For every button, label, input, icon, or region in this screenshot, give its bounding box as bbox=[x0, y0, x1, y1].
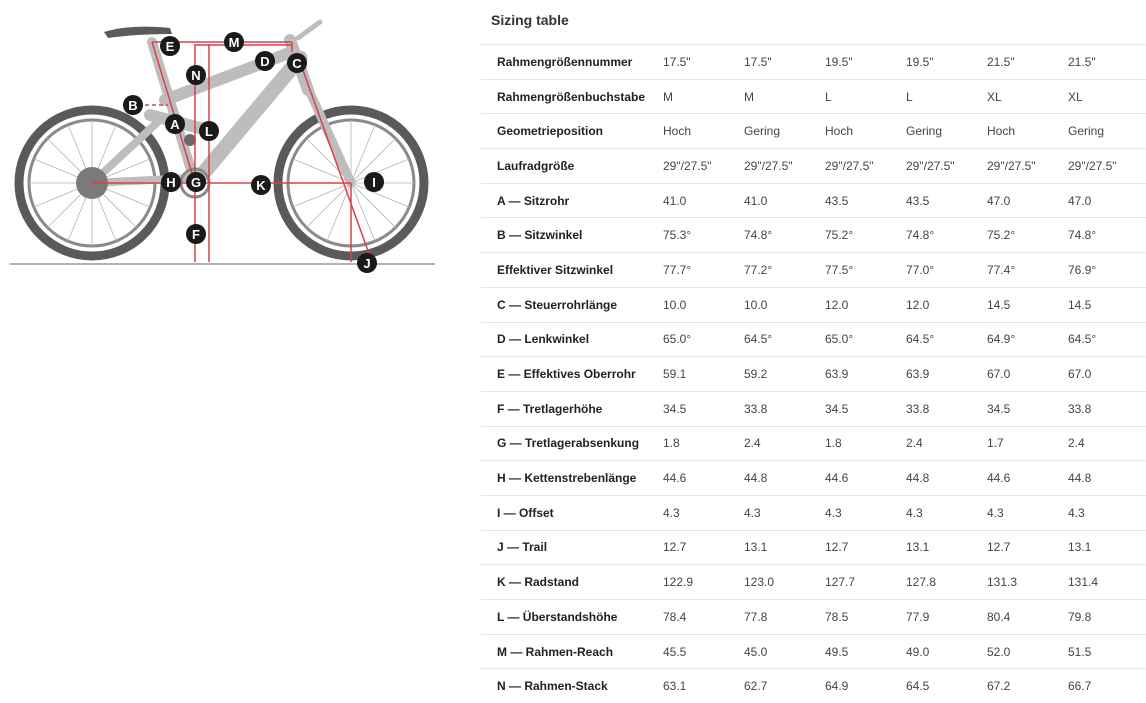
row-label: N — Rahmen-Stack bbox=[481, 669, 663, 703]
table-cell: 59.1 bbox=[663, 357, 744, 392]
table-cell: 78.5 bbox=[825, 600, 906, 635]
label-j bbox=[357, 253, 377, 273]
table-cell: 4.3 bbox=[744, 495, 825, 530]
table-cell: M bbox=[744, 79, 825, 114]
table-cell: 63.1 bbox=[663, 669, 744, 703]
table-cell: 12.0 bbox=[825, 287, 906, 322]
table-cell: 1.8 bbox=[825, 426, 906, 461]
row-label: Laufradgröße bbox=[481, 149, 663, 184]
svg-text:A: A bbox=[170, 117, 180, 132]
table-cell: 1.8 bbox=[663, 426, 744, 461]
table-cell: 34.5 bbox=[987, 391, 1068, 426]
svg-text:F: F bbox=[192, 227, 200, 242]
table-cell: 123.0 bbox=[744, 565, 825, 600]
table-cell: 74.8° bbox=[744, 218, 825, 253]
table-cell: 74.8° bbox=[906, 218, 987, 253]
svg-text:D: D bbox=[260, 54, 269, 69]
sizing-table-body bbox=[481, 45, 1146, 703]
table-cell: 64.5° bbox=[1068, 322, 1146, 357]
table-row bbox=[481, 45, 1146, 80]
table-cell: 41.0 bbox=[663, 183, 744, 218]
table-cell: 2.4 bbox=[1068, 426, 1146, 461]
table-cell: 29"/27.5" bbox=[663, 149, 744, 184]
table-row bbox=[481, 565, 1146, 600]
table-cell: 43.5 bbox=[825, 183, 906, 218]
table-cell: 21.5" bbox=[1068, 45, 1146, 80]
row-label: I — Offset bbox=[481, 495, 663, 530]
table-cell: 33.8 bbox=[1068, 391, 1146, 426]
label-i bbox=[364, 172, 384, 192]
svg-text:E: E bbox=[166, 39, 175, 54]
table-cell: 64.9° bbox=[987, 322, 1068, 357]
table-cell: 43.5 bbox=[906, 183, 987, 218]
table-cell: 44.6 bbox=[825, 461, 906, 496]
table-cell: 64.9 bbox=[825, 669, 906, 703]
row-label: D — Lenkwinkel bbox=[481, 322, 663, 357]
table-cell: 67.0 bbox=[1068, 357, 1146, 392]
row-label: A — Sitzrohr bbox=[481, 183, 663, 218]
table-cell: 65.0° bbox=[663, 322, 744, 357]
table-row bbox=[481, 634, 1146, 669]
table-row bbox=[481, 530, 1146, 565]
svg-text:G: G bbox=[191, 175, 201, 190]
table-row bbox=[481, 218, 1146, 253]
table-cell: 77.4° bbox=[987, 253, 1068, 288]
label-e bbox=[160, 36, 180, 56]
table-cell: 12.7 bbox=[987, 530, 1068, 565]
table-cell: 19.5" bbox=[906, 45, 987, 80]
table-cell: 12.7 bbox=[825, 530, 906, 565]
table-cell: 45.5 bbox=[663, 634, 744, 669]
table-cell: 77.9 bbox=[906, 600, 987, 635]
table-cell: XL bbox=[1068, 79, 1146, 114]
table-row bbox=[481, 183, 1146, 218]
table-row bbox=[481, 426, 1146, 461]
table-cell: Hoch bbox=[987, 114, 1068, 149]
table-cell: 34.5 bbox=[663, 391, 744, 426]
table-cell: 67.2 bbox=[987, 669, 1068, 703]
svg-text:J: J bbox=[363, 256, 370, 271]
table-cell: 29"/27.5" bbox=[744, 149, 825, 184]
table-cell: 14.5 bbox=[987, 287, 1068, 322]
table-row bbox=[481, 79, 1146, 114]
table-cell: 77.8 bbox=[744, 600, 825, 635]
label-g bbox=[186, 172, 206, 192]
table-row bbox=[481, 461, 1146, 496]
table-cell: 41.0 bbox=[744, 183, 825, 218]
table-cell: 49.0 bbox=[906, 634, 987, 669]
saddle bbox=[104, 27, 172, 38]
table-cell: 4.3 bbox=[987, 495, 1068, 530]
row-label: Rahmengrößenbuchstabe bbox=[481, 79, 663, 114]
label-c bbox=[287, 53, 307, 73]
table-cell: 13.1 bbox=[744, 530, 825, 565]
table-cell: 74.8° bbox=[1068, 218, 1146, 253]
table-cell: 12.0 bbox=[906, 287, 987, 322]
table-row bbox=[481, 391, 1146, 426]
table-cell: 62.7 bbox=[744, 669, 825, 703]
table-cell: 12.7 bbox=[663, 530, 744, 565]
table-cell: 127.8 bbox=[906, 565, 987, 600]
table-cell: 78.4 bbox=[663, 600, 744, 635]
row-label: Rahmengrößennummer bbox=[481, 45, 663, 80]
table-cell: 13.1 bbox=[906, 530, 987, 565]
row-label: H — Kettenstrebenlänge bbox=[481, 461, 663, 496]
table-cell: 44.6 bbox=[663, 461, 744, 496]
table-cell: 63.9 bbox=[906, 357, 987, 392]
sizing-table bbox=[481, 44, 1146, 703]
table-cell: 17.5" bbox=[663, 45, 744, 80]
table-cell: 64.5° bbox=[906, 322, 987, 357]
label-f bbox=[186, 224, 206, 244]
table-cell: 14.5 bbox=[1068, 287, 1146, 322]
table-row bbox=[481, 253, 1146, 288]
row-label: E — Effektives Oberrohr bbox=[481, 357, 663, 392]
table-cell: 77.7° bbox=[663, 253, 744, 288]
table-row bbox=[481, 495, 1146, 530]
table-cell: 64.5 bbox=[906, 669, 987, 703]
table-cell: 64.5° bbox=[744, 322, 825, 357]
table-cell: 131.4 bbox=[1068, 565, 1146, 600]
row-label: L — Überstandshöhe bbox=[481, 600, 663, 635]
table-cell: 75.2° bbox=[987, 218, 1068, 253]
row-label: B — Sitzwinkel bbox=[481, 218, 663, 253]
table-cell: 65.0° bbox=[825, 322, 906, 357]
row-label: C — Steuerrohrlänge bbox=[481, 287, 663, 322]
table-cell: 1.7 bbox=[987, 426, 1068, 461]
svg-text:K: K bbox=[256, 178, 266, 193]
table-cell: 77.2° bbox=[744, 253, 825, 288]
table-cell: Gering bbox=[906, 114, 987, 149]
table-row bbox=[481, 669, 1146, 703]
table-cell: 13.1 bbox=[1068, 530, 1146, 565]
table-cell: Hoch bbox=[825, 114, 906, 149]
table-row bbox=[481, 600, 1146, 635]
table-cell: 63.9 bbox=[825, 357, 906, 392]
table-cell: 21.5" bbox=[987, 45, 1068, 80]
row-label: K — Radstand bbox=[481, 565, 663, 600]
table-cell: Gering bbox=[1068, 114, 1146, 149]
table-cell: 47.0 bbox=[1068, 183, 1146, 218]
table-cell: 17.5" bbox=[744, 45, 825, 80]
label-m bbox=[224, 32, 244, 52]
table-cell: 44.8 bbox=[744, 461, 825, 496]
table-cell: 44.8 bbox=[906, 461, 987, 496]
table-cell: 80.4 bbox=[987, 600, 1068, 635]
table-cell: 131.3 bbox=[987, 565, 1068, 600]
label-k bbox=[251, 175, 271, 195]
row-label: F — Tretlagerhöhe bbox=[481, 391, 663, 426]
table-cell: 2.4 bbox=[906, 426, 987, 461]
label-l bbox=[199, 121, 219, 141]
svg-text:H: H bbox=[166, 175, 175, 190]
table-cell: Gering bbox=[744, 114, 825, 149]
table-cell: 67.0 bbox=[987, 357, 1068, 392]
svg-text:L: L bbox=[205, 124, 213, 139]
table-cell: 4.3 bbox=[906, 495, 987, 530]
svg-text:B: B bbox=[128, 98, 137, 113]
table-row bbox=[481, 357, 1146, 392]
label-b bbox=[123, 95, 143, 115]
label-n bbox=[186, 65, 206, 85]
svg-text:M: M bbox=[229, 35, 240, 50]
row-label: G — Tretlagerabsenkung bbox=[481, 426, 663, 461]
table-cell: XL bbox=[987, 79, 1068, 114]
bike-geometry-diagram bbox=[0, 0, 450, 290]
table-cell: M bbox=[663, 79, 744, 114]
table-cell: 77.5° bbox=[825, 253, 906, 288]
table-cell: 75.3° bbox=[663, 218, 744, 253]
label-a bbox=[165, 114, 185, 134]
label-d bbox=[255, 51, 275, 71]
table-cell: 4.3 bbox=[825, 495, 906, 530]
table-cell: 77.0° bbox=[906, 253, 987, 288]
table-cell: Hoch bbox=[663, 114, 744, 149]
table-cell: 52.0 bbox=[987, 634, 1068, 669]
table-cell: 2.4 bbox=[744, 426, 825, 461]
table-cell: 49.5 bbox=[825, 634, 906, 669]
svg-text:N: N bbox=[191, 68, 200, 83]
sizing-table-title: Sizing table bbox=[491, 12, 569, 28]
table-cell: 127.7 bbox=[825, 565, 906, 600]
rear-shock bbox=[184, 134, 196, 146]
table-cell: 79.8 bbox=[1068, 600, 1146, 635]
table-cell: 47.0 bbox=[987, 183, 1068, 218]
svg-text:I: I bbox=[372, 175, 376, 190]
row-label: Geometrieposition bbox=[481, 114, 663, 149]
table-cell: 10.0 bbox=[663, 287, 744, 322]
table-cell: 44.6 bbox=[987, 461, 1068, 496]
label-h bbox=[161, 172, 181, 192]
row-label: J — Trail bbox=[481, 530, 663, 565]
table-cell: 51.5 bbox=[1068, 634, 1146, 669]
table-cell: 33.8 bbox=[906, 391, 987, 426]
table-cell: 4.3 bbox=[663, 495, 744, 530]
table-cell: 29"/27.5" bbox=[1068, 149, 1146, 184]
table-cell: 75.2° bbox=[825, 218, 906, 253]
table-cell: L bbox=[825, 79, 906, 114]
table-cell: 59.2 bbox=[744, 357, 825, 392]
row-label: M — Rahmen-Reach bbox=[481, 634, 663, 669]
table-row bbox=[481, 287, 1146, 322]
table-cell: L bbox=[906, 79, 987, 114]
table-cell: 66.7 bbox=[1068, 669, 1146, 703]
table-cell: 44.8 bbox=[1068, 461, 1146, 496]
table-row bbox=[481, 149, 1146, 184]
table-cell: 34.5 bbox=[825, 391, 906, 426]
row-label: Effektiver Sitzwinkel bbox=[481, 253, 663, 288]
table-cell: 10.0 bbox=[744, 287, 825, 322]
table-cell: 29"/27.5" bbox=[987, 149, 1068, 184]
table-row bbox=[481, 114, 1146, 149]
table-cell: 76.9° bbox=[1068, 253, 1146, 288]
table-cell: 4.3 bbox=[1068, 495, 1146, 530]
svg-text:C: C bbox=[292, 56, 302, 71]
table-cell: 45.0 bbox=[744, 634, 825, 669]
table-cell: 33.8 bbox=[744, 391, 825, 426]
table-cell: 19.5" bbox=[825, 45, 906, 80]
table-cell: 29"/27.5" bbox=[825, 149, 906, 184]
table-cell: 29"/27.5" bbox=[906, 149, 987, 184]
table-row bbox=[481, 322, 1146, 357]
table-cell: 122.9 bbox=[663, 565, 744, 600]
